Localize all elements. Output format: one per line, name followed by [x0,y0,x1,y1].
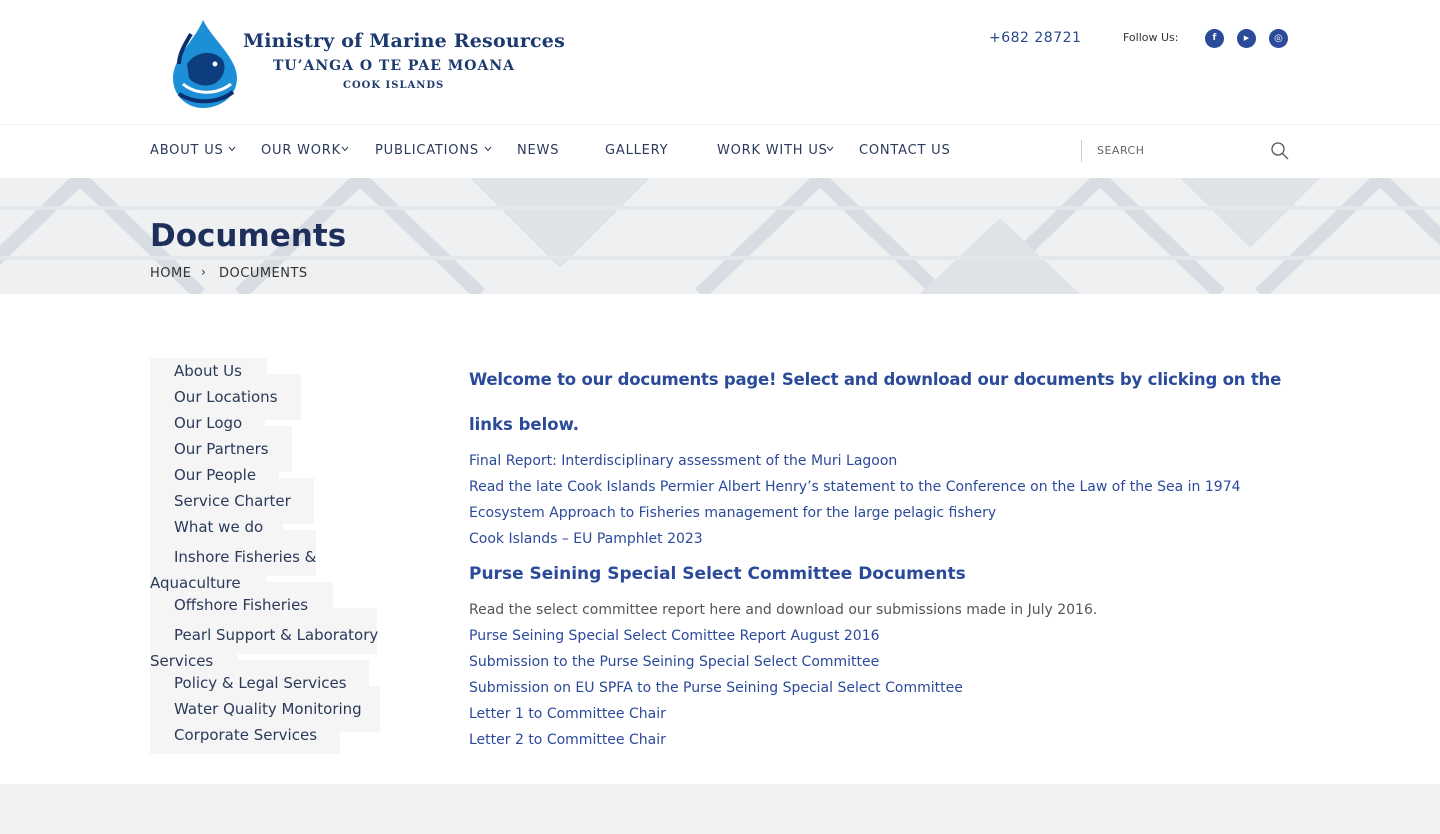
logo-subtitle: TU’ANGA O TE PAE MOANA [273,58,516,74]
main-navigation [0,124,1440,178]
nav-item-news[interactable]: NEWS [517,143,560,158]
breadcrumb-current: DOCUMENTS [219,266,308,281]
sidebar-label[interactable]: Offshore Fisheries [174,596,309,614]
sidebar-label[interactable]: What we do [174,518,264,536]
chevron-down-icon [484,145,492,153]
document-link[interactable]: Submission to the Purse Seining Special Select Committee [469,654,880,670]
nav-item-gallery[interactable]: GALLERY [605,143,669,158]
sidebar-label[interactable]: Our Locations [174,388,278,406]
nav-item-publications[interactable]: PUBLICATIONS [375,143,479,158]
phone-number[interactable]: +682 28721 [989,30,1082,46]
sidebar-label[interactable]: Water Quality Monitoring [174,700,362,718]
search-divider [1081,140,1082,162]
breadcrumb-separator-icon: › [201,265,206,279]
logo-title: Ministry of Marine Resources [243,30,565,52]
document-link[interactable]: Letter 2 to Committee Chair [469,732,666,748]
section-paragraph: Read the select committee report here and download our submissions made in July 2016. [469,602,1098,618]
sidebar-label[interactable]: Our Logo [174,414,243,432]
document-link[interactable]: Letter 1 to Committee Chair [469,706,666,722]
sidebar-label[interactable]: Our People [174,466,257,484]
document-link[interactable]: Read the late Cook Islands Permier Albert Henry’s statement to the Conference on the Law of the Sea in 1974 [469,479,1241,495]
chevron-down-icon [228,145,236,153]
page-title: Documents [150,218,347,254]
nav-item-about-us[interactable]: ABOUT US [150,143,224,158]
sidebar-label[interactable]: Policy & Legal Services [174,674,347,692]
document-link[interactable]: Submission on EU SPFA to the Purse Seining Special Select Committee [469,680,963,696]
breadcrumb-home[interactable]: HOME [150,266,192,281]
logo-country: COOK ISLANDS [343,80,445,91]
ministry-logo[interactable] [165,14,565,110]
sidebar-label[interactable]: Service Charter [174,492,291,510]
search-input[interactable]: SEARCH [1097,144,1145,157]
chevron-down-icon [341,145,349,153]
sidebar-label[interactable]: Corporate Services [174,726,318,744]
sidebar-label[interactable]: Pearl Support & Laboratory Services [150,626,379,670]
youtube-icon[interactable]: ▶ [1237,29,1256,48]
sidebar-label[interactable]: Our Partners [174,440,269,458]
document-link[interactable]: Purse Seining Special Select Comittee Report August 2016 [469,628,880,644]
instagram-icon[interactable]: ◎ [1269,29,1288,48]
facebook-icon[interactable]: f [1205,29,1224,48]
follow-us-label: Follow Us: [1123,31,1179,44]
nav-item-contact-us[interactable]: CONTACT US [859,143,951,158]
nav-item-our-work[interactable]: OUR WORK [261,143,341,158]
site-header [0,0,1440,124]
sidebar-label[interactable]: About Us [174,362,242,380]
nav-item-work-with-us[interactable]: WORK WITH US [717,143,828,158]
document-link[interactable]: Final Report: Interdisciplinary assessment of the Muri Lagoon [469,453,898,469]
footer-band [0,784,1440,834]
document-link[interactable]: Ecosystem Approach to Fisheries management for the large pelagic fishery [469,505,997,521]
intro-heading-line1: Welcome to our documents page! Select and download our documents by clicking on the [469,370,1282,389]
section-heading: Purse Seining Special Select Committee Documents [469,564,966,584]
document-link[interactable]: Cook Islands – EU Pamphlet 2023 [469,531,703,547]
intro-heading-line2: links below. [469,415,580,434]
sidebar-label[interactable]: Inshore Fisheries & Aquaculture [150,548,317,592]
chevron-down-icon [826,145,834,153]
search-icon[interactable] [1270,141,1290,161]
